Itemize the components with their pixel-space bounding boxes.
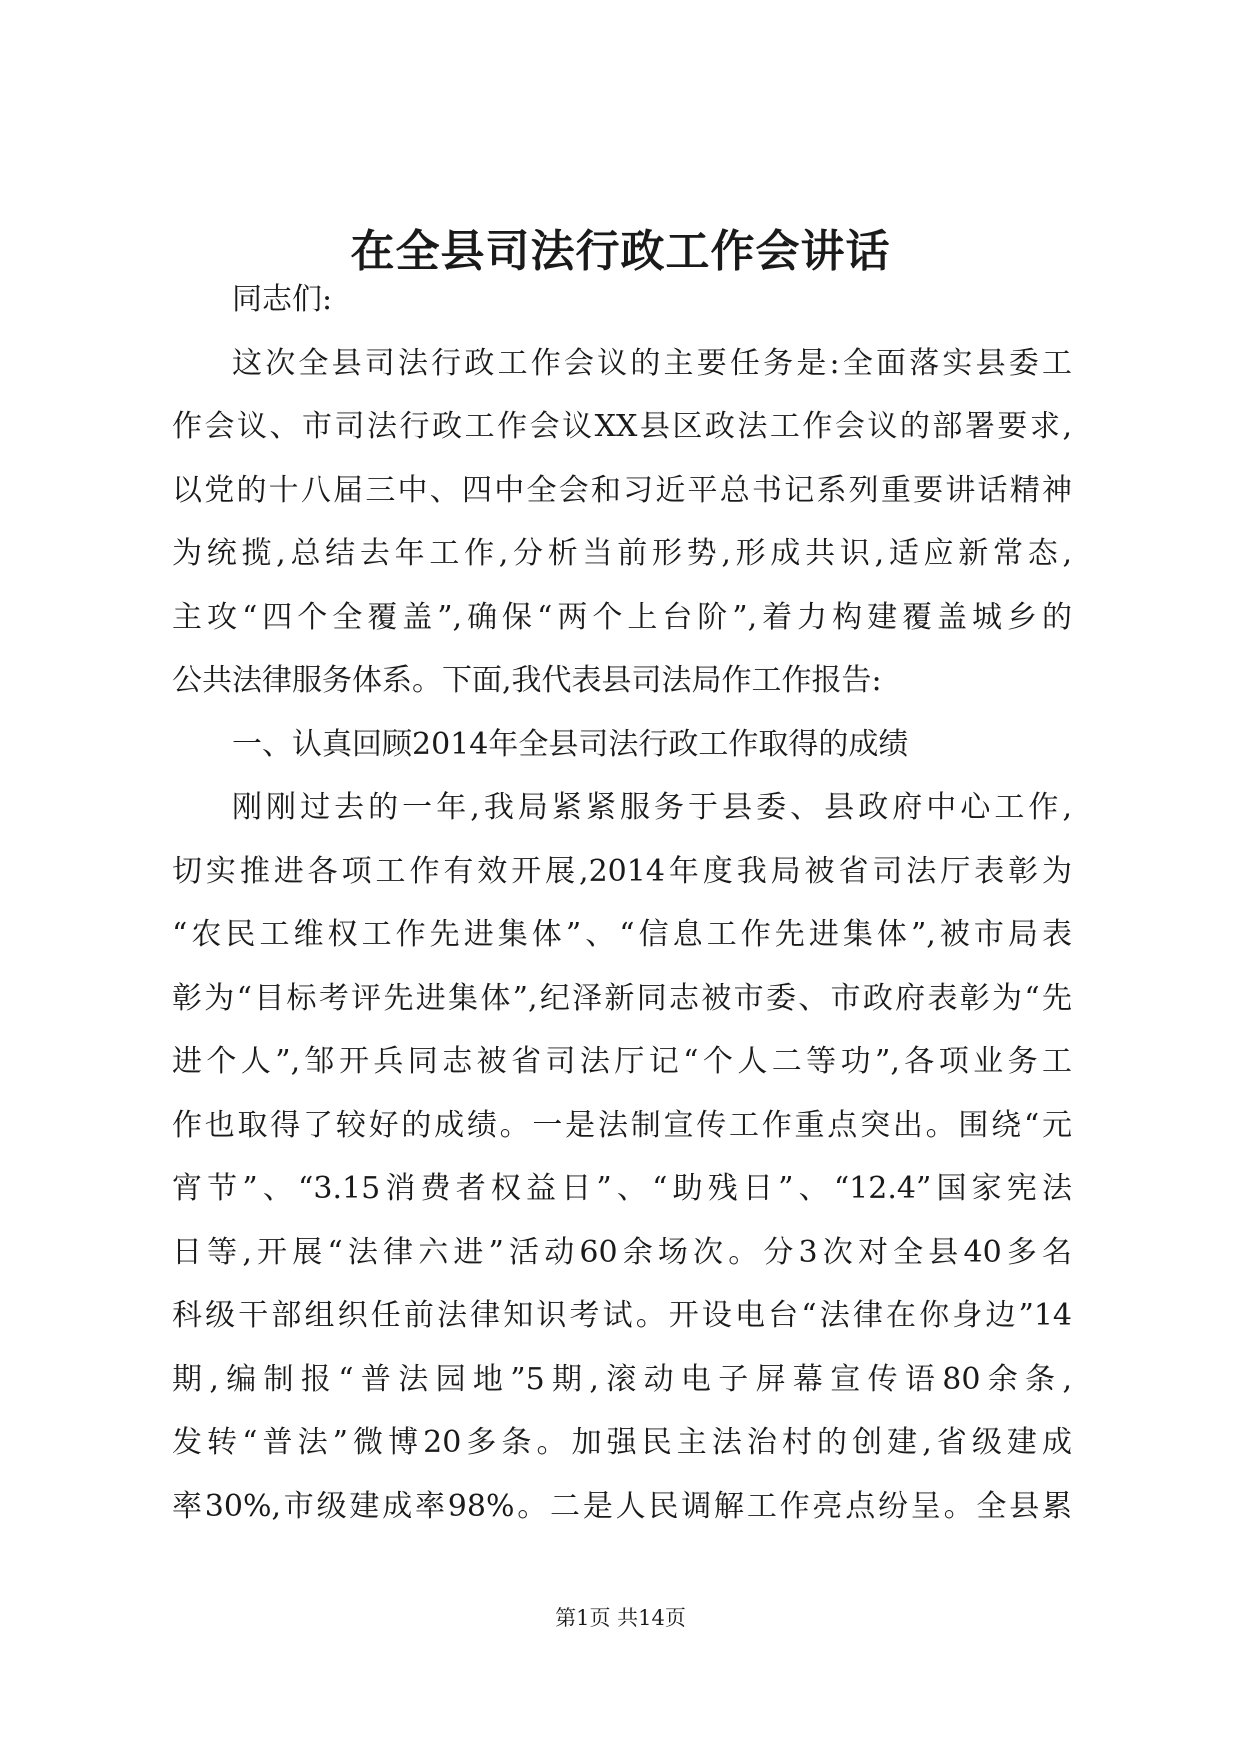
text-line: 宵节”、“3.15消费者权益日”、“助残日”、“12.4”国家宪法 bbox=[172, 1171, 1072, 1206]
body-text bbox=[172, 268, 1072, 1538]
text-line: 作也取得了较好的成绩。一是法制宣传工作重点突出。围绕“元 bbox=[172, 1107, 1072, 1143]
text-line: 以党的十八届三中、四中全会和习近平总书记系列重要讲话精神 bbox=[172, 472, 1072, 508]
page-number-footer: 第1页 共14页 bbox=[555, 1606, 686, 1630]
text-line: 为统揽,总结去年工作,分析当前形势,形成共识,适应新常态, bbox=[172, 536, 1072, 571]
text-line: 科级干部组织任前法律知识考试。开设电台“法律在你身边”14 bbox=[172, 1298, 1072, 1333]
text-line: 这次全县司法行政工作会议的主要任务是:全面落实县委工 bbox=[232, 345, 1072, 381]
text-line: 率30%,市级建成率98%。二是人民调解工作亮点纷呈。全县累 bbox=[172, 1488, 1072, 1524]
text-line: 作会议、市司法行政工作会议XX县区政法工作会议的部署要求, bbox=[172, 409, 1072, 444]
document-title: 在全县司法行政工作会讲话 bbox=[350, 226, 891, 277]
section-heading: 一、认真回顾2014年全县司法行政工作取得的成绩 bbox=[232, 726, 909, 762]
text-line: 日等,开展“法律六进”活动60余场次。分3次对全县40多名 bbox=[172, 1234, 1072, 1270]
text-line: 公共法律服务体系。下面,我代表县司法局作工作报告: bbox=[172, 663, 882, 698]
text-line: 彰为“目标考评先进集体”,纪泽新同志被市委、市政府表彰为“先 bbox=[172, 980, 1072, 1016]
text-line: “农民工维权工作先进集体”、“信息工作先进集体”,被市局表 bbox=[172, 917, 1072, 952]
text-line: 切实推进各项工作有效开展,2014年度我局被省司法厅表彰为 bbox=[172, 853, 1072, 889]
text-line: 期,编制报“普法园地”5期,滚动电子屏幕宣传语80余条, bbox=[172, 1361, 1072, 1397]
text-line: 进个人”,邹开兵同志被省司法厅记“个人二等功”,各项业务工 bbox=[172, 1044, 1072, 1079]
text-line: 发转“普法”微博20多条。加强民主法治村的创建,省级建成 bbox=[172, 1425, 1072, 1460]
text-line: 刚刚过去的一年,我局紧紧服务于县委、县政府中心工作, bbox=[232, 790, 1072, 825]
text-line: 同志们: bbox=[232, 282, 333, 317]
text-line: 主攻“四个全覆盖”,确保“两个上台阶”,着力构建覆盖城乡的 bbox=[172, 599, 1072, 635]
